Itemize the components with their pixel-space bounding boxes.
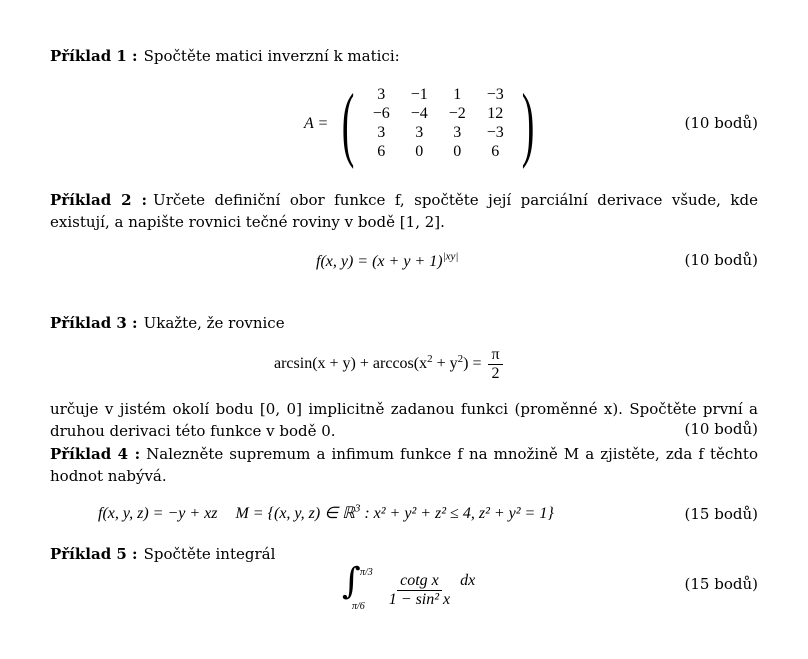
problem-5-text: Spočtěte integrál <box>143 545 276 563</box>
problem-1-matrix-equation <box>304 77 542 170</box>
fraction-numerator: π <box>488 346 502 365</box>
problem-2-statement <box>50 189 758 233</box>
problem-3-exp-a: 2 <box>427 352 433 365</box>
problem-5-statement <box>50 543 758 565</box>
problem-3-formula <box>274 346 506 383</box>
matrix-cell: −3 <box>486 124 504 141</box>
problem-1-text: Spočtěte matici inverzní k matici: <box>143 47 400 65</box>
integrand-numerator: cotg x <box>397 572 442 591</box>
matrix-cell: 0 <box>415 143 424 160</box>
integrand-fraction <box>386 572 453 609</box>
matrix-cell: 6 <box>491 143 500 160</box>
problem-3-statement <box>50 312 758 334</box>
matrix-cell: 6 <box>377 143 386 160</box>
problem-4-heading: Příklad 4 : <box>50 445 141 463</box>
matrix-name: A = <box>304 115 329 132</box>
problem-3-text: Ukažte, že rovnice <box>143 314 285 332</box>
fraction-denominator: 2 <box>491 365 500 382</box>
problem-4-function: f(x, y, z) = −y + xz <box>98 505 218 522</box>
matrix-cell: 3 <box>377 124 386 141</box>
matrix-cell: 12 <box>487 105 504 122</box>
problem-3-points: (10 bodů) <box>684 420 758 438</box>
matrix-cell: 3 <box>453 124 462 141</box>
matrix-grid <box>362 86 514 162</box>
problem-3-exp-b: 2 <box>457 352 464 365</box>
matrix-cell: 0 <box>453 143 462 160</box>
problem-4-set-rest: : x² + y² + z² ≤ 4, z² + y² = 1} <box>360 505 554 522</box>
problem-4-text: Nalezněte supremum a infimum funkce f na množině M a zjistěte, zda f těchto hodnot nabývá. <box>50 445 758 485</box>
problem-4-set-dim: 3 <box>354 502 361 515</box>
problem-2-heading: Příklad 2 : <box>50 191 148 209</box>
problem-1-heading: Příklad 1 : <box>50 47 138 65</box>
problem-3-formula-right: ) = <box>463 355 482 373</box>
matrix-cell: 1 <box>453 86 462 103</box>
problem-4-set-start: M = {(x, y, z) ∈ ℝ <box>235 505 355 522</box>
matrix-cell: 3 <box>377 86 386 103</box>
differential: dx <box>460 572 476 589</box>
integral-lower-limit: π/6 <box>352 601 365 612</box>
matrix-cell: −6 <box>372 105 390 122</box>
problem-2-formula-exponent: |xy| <box>442 250 459 263</box>
problem-3-continuation: určuje v jistém okolí bodu [0, 0] implicitně zadanou funkci (proměnné x). Spočtěte první a druhou derivaci této funkce v bodě 0. <box>50 400 758 440</box>
integral-sign: ∫ <box>342 561 361 602</box>
problem-4-points: (15 bodů) <box>684 505 758 523</box>
problem-2-points: (10 bodů) <box>684 251 758 269</box>
problem-5-integral <box>342 561 476 612</box>
problem-3-heading: Příklad 3 : <box>50 314 138 332</box>
matrix-cell: −3 <box>486 86 504 103</box>
problem-2-formula-base: f(x, y) = (x + y + 1) <box>316 253 443 270</box>
problem-3-formula-left: arcsin(x + y) + arccos(x <box>274 355 428 373</box>
integral-upper-limit: π/3 <box>360 567 373 578</box>
matrix-cell: −4 <box>410 105 428 122</box>
problem-5-heading: Příklad 5 : <box>50 545 138 563</box>
problem-5-points: (15 bodů) <box>684 575 758 593</box>
problem-4-statement <box>50 443 758 487</box>
problem-1-points: (10 bodů) <box>684 114 758 132</box>
pi-over-two-fraction <box>488 346 502 383</box>
problem-1-statement <box>50 45 758 67</box>
problem-2-formula <box>316 251 458 273</box>
problem-3-formula-mid: + y <box>432 355 458 373</box>
problem-2-text: Určete definiční obor funkce f, spočtěte její parciální derivace všude, kde existují, a napište rovnici tečné roviny v bodě [1, 2]. <box>50 191 758 231</box>
integrand-denominator: 1 − sin² x <box>388 591 451 608</box>
matrix-cell: 3 <box>415 124 424 141</box>
matrix-left-paren: ( <box>341 77 355 170</box>
matrix-cell: −2 <box>448 105 466 122</box>
matrix-right-paren: ) <box>521 77 535 170</box>
matrix-cell: −1 <box>410 86 428 103</box>
problem-4-formula <box>98 503 554 525</box>
